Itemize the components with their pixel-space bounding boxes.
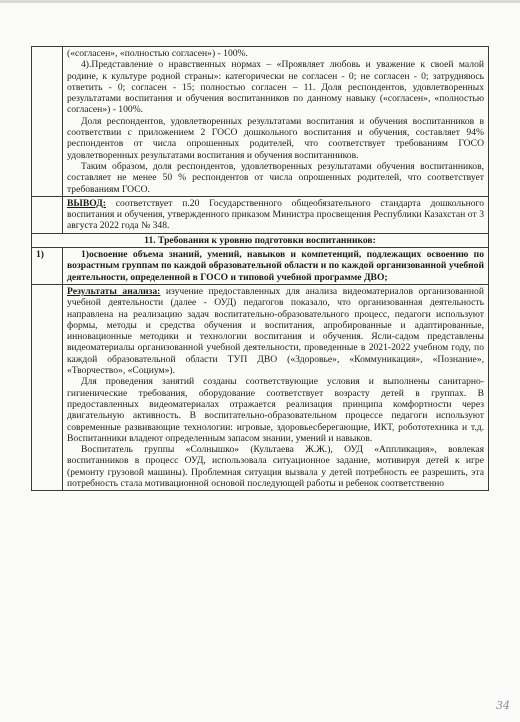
conclusion-cell [63, 196, 489, 233]
item-heading: 1)освоение объема знаний, умений, навыков и компетенций, подлежащих освоению по возрастным группам по каждой образовательной области и по каждой организованной учебной деятельности, определенной в ГОСО и типовой учебной программе ДВО; [67, 249, 484, 283]
item-content-cell [63, 248, 489, 285]
table-row [32, 47, 489, 197]
table-row [32, 248, 489, 285]
paragraph: Для проведения занятий созданы соответствующие условия и выполнены санитарно-гигиенические требования, оборудование соответствует возрасту детей в группах. В предоставленных видеоматериалах отражается реализация принципа комфортности через двигательную активность. В воспитательно-образовательном процессе педагоги используют современные развивающие технологии: игровые, здоровьесберегающие, ИКТ, робототехника и т.д. Воспитанники владеют определенным запасом знании, умений и навыков. [67, 376, 484, 444]
table-row [32, 233, 489, 247]
paragraph: («согласен», «полностью согласен») - 100%. [67, 48, 248, 59]
conclusion-label: ВЫВОД: [67, 197, 106, 209]
paragraph: Воспитатель группы «Солнышко» (Культаева Ж.Ж.), ОУД «Аппликация», вовлекая воспитанников в процесс ОУД, использовала ситуационное задание, мотивируя детей к игре (ремонту грузовой машины). Проблемная ситуация вызвала у детей потребность ее разрешить, эта потребность стала мотивационной основой последующей работы и ребенок соответственно [67, 444, 484, 489]
conclusion-text: соответствует п.20 Государственного общеобязательного стандарта дошкольного воспитания и обучения, утвержденного приказом Министра просвещения Республики Казахстан от 3 августа 2022 года № 348. [67, 197, 484, 232]
page-number: 34 [496, 699, 510, 712]
scan-top-edge [0, 0, 520, 3]
paragraph: Таким образом, доля респондентов, удовлетворенных результатами обучения воспитанников, составляет не менее 50 % респондентов от числа опрошенных родителей, что соответствует требованиям ГОСО. [67, 160, 484, 195]
paragraph: 4).Представление о нравственных нормах – «Проявляет любовь и уважение к своей малой родине, к культуре родной страны»: категорически не согласен - 0; не согласен - 0; затрудняюсь ответить - 0; согласен - 15; полностью согласен – 11. Доля респондентов, удовлетворенных результатами воспитания и обучения воспитанников по данному навыку («согласен», «полностью согласен») - 100%. [67, 59, 484, 116]
table-row [32, 196, 489, 233]
row-number-cell [32, 196, 63, 233]
section-title: 11. Требования к уровню подготовки воспитанников: [32, 233, 489, 247]
analysis-label: Результаты анализа: [67, 285, 161, 297]
item-number: 1) [32, 248, 63, 285]
analysis-cell [63, 284, 489, 490]
analysis-paragraph [67, 286, 484, 376]
report-table [31, 46, 489, 491]
row-number-cell [32, 284, 63, 490]
table-row [32, 284, 489, 490]
analysis-text: изучение предоставленных для анализа видеоматериалов организованной учебной деятельности (далее - ОУД) педагогов показало, что организованная деятельность направлена на реализацию задач воспитательно-образовательного процесс, педагоги используют формы, методы и средства обучения и воспитания, апробированные и адаптированные, инновационные методики и технологии воспитания и обучения. Ясли-садом представлены видеоматериалы организованной учебной деятельности, проведенные в 2021-2022 учебном году, по каждой образовательной области ТУП ДВО («Здоровье», «Коммуникация», «Познание», «Творчество», «Социум»). [67, 285, 484, 377]
row-number-cell [32, 47, 63, 197]
conclusion [67, 198, 484, 232]
row-content-cell [63, 47, 489, 197]
paragraph: Доля респондентов, удовлетворенных результатами воспитания и обучения воспитанников в соответствии с приложением 2 ГОСО дошкольного воспитания и обучения, составляет 94% респондентов от числа опрошенных родителей, что соответствует требованиям ГОСО удовлетворенных результатами воспитания и обучения воспитанников. [67, 115, 484, 161]
